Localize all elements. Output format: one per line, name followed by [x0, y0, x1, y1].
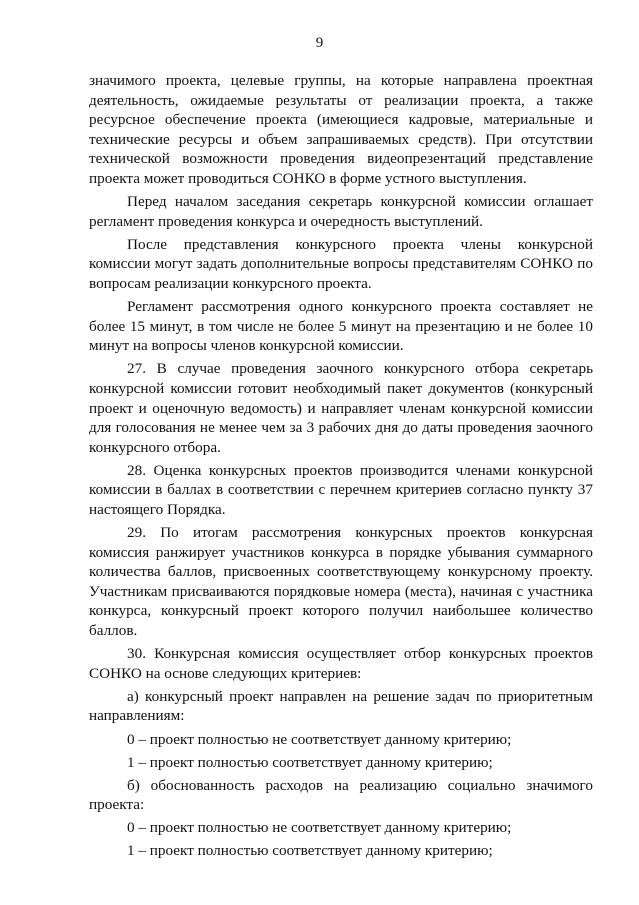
page-number: 9	[315, 35, 324, 51]
paragraph-27-absentee-selection: 27. В случае проведения заочного конкурсного отбора секретарь конкурсной комиссии готовит необходимый пакет документов (конкурсный проект и оценочную ведомость) и направляет членам конкурсной комиссии для голосования не менее чем за 3 рабочих дня до даты проведения заочного конкурсного отбора.	[89, 360, 593, 456]
paragraph-28-scoring: 28. Оценка конкурсных проектов производится членами конкурсной комиссии в баллах в соответствии с перечнем критериев согласно пункту 37 настоящего Порядка.	[89, 461, 593, 518]
paragraph-project-description: значимого проекта, целевые группы, на которые направлена проектная деятельность, ожидаемые результаты от реализации проекта, а также ресурсное обеспечение проекта (имеющиеся кадровые, материальные и технические ресурсы и объем запрашиваемых средств). При отсутствии технической возможности проведения видеопрезентаций представление проекта может проводиться СОНКО в форме устного выступления.	[89, 72, 593, 187]
paragraph-meeting-regulations: Перед началом заседания секретарь конкурсной комиссии оглашает регламент проведения конкурса и очередность выступлений.	[89, 193, 593, 230]
criterion-b-score-1: 1 – проект полностью соответствует данному критерию;	[127, 842, 493, 860]
paragraph-30-criteria: 30. Конкурсная комиссия осуществляет отбор конкурсных проектов СОНКО на основе следующих критериев:	[89, 645, 593, 682]
paragraph-additional-questions: После представления конкурсного проекта члены конкурсной комиссии могут задать дополнительные вопросы представителям СОНКО по вопросам реализации конкурсного проекта.	[89, 235, 593, 292]
document-body	[89, 71, 593, 861]
criterion-a-score-1: 1 – проект полностью соответствует данному критерию;	[127, 753, 493, 771]
criterion-a-score-0: 0 – проект полностью не соответствует данному критерию;	[127, 730, 512, 748]
criterion-b-score-0: 0 – проект полностью не соответствует данному критерию;	[127, 819, 512, 837]
paragraph-review-time-limit: Регламент рассмотрения одного конкурсного проекта составляет не более 15 минут, в том числе не более 5 минут на презентацию и не более 10 минут на вопросы членов конкурсной комиссии.	[89, 298, 593, 355]
criterion-a: а) конкурсный проект направлен на решение задач по приоритетным направлениям:	[89, 687, 593, 725]
paragraph-29-ranking: 29. По итогам рассмотрения конкурсных проектов конкурсная комиссия ранжирует участников конкурса в порядке убывания суммарного количества баллов, присвоенных соответствующему конкурсному проекту. Участникам присваиваются порядковые номера (места), начиная с участника конкурса, конкурсный проект которого получил наибольшее количество баллов.	[89, 524, 593, 640]
criterion-b: б) обоснованность расходов на реализацию социально значимого проекта:	[89, 776, 593, 814]
